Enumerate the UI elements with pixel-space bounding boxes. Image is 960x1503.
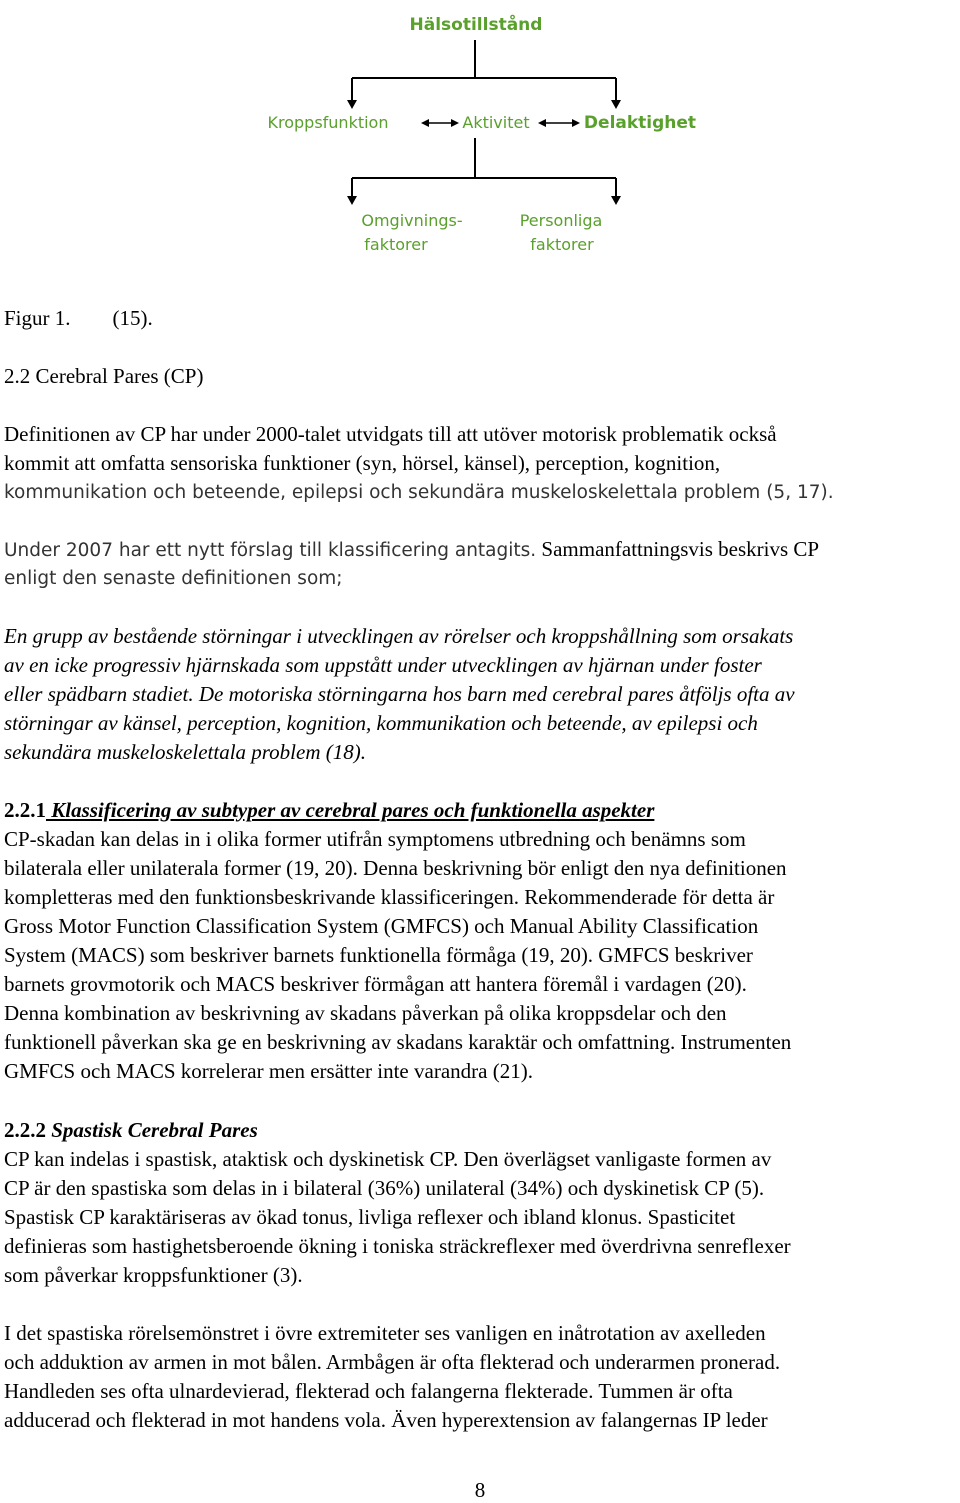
paragraph-line: CP kan indelas i spastisk, ataktisk och dyskinetisk CP. Den överlägset vanligaste formen av bbox=[4, 1147, 772, 1171]
paragraph-line: Gross Motor Function Classification System (GMFCS) och Manual Ability Classification bbox=[4, 914, 759, 938]
paragraph-segment: Sammanfattningsvis beskrivs CP bbox=[536, 537, 820, 561]
paragraph-line: bilaterala eller unilaterala former (19, 20). Denna beskrivning bör enligt den nya definitionen bbox=[4, 856, 787, 880]
paragraph-line: barnets grovmotorik och MACS beskriver förmågan att hantera föremål i vardagen (20). bbox=[4, 972, 747, 996]
paragraph-line: Spastisk CP karaktäriseras av ökad tonus, livliga reflexer och ibland klonus. Spasticitet bbox=[4, 1205, 736, 1229]
section-heading-2-2: 2.2 Cerebral Pares (CP) bbox=[4, 364, 204, 388]
arrow-right-icon bbox=[572, 119, 580, 127]
paragraph-line: I det spastiska rörelsemönstret i övre extremiteter ses vanligen en inåtrotation av axelleden bbox=[4, 1321, 766, 1345]
arrow-down-icon bbox=[611, 196, 621, 205]
diagram-environmental-factors-1: Omgivnings- bbox=[361, 211, 463, 230]
section-title: Spastisk Cerebral Pares bbox=[46, 1118, 258, 1142]
paragraph-line: som påverkar kroppsfunktioner (3). bbox=[4, 1263, 303, 1287]
paragraph-line: enligt den senaste definitionen som; bbox=[4, 568, 343, 589]
paragraph-line: kommit att omfatta sensoriska funktioner (syn, hörsel, känsel), perception, kognition, bbox=[4, 451, 721, 475]
section-number: 2.2.1 bbox=[4, 798, 46, 822]
definition-quote-line: En grupp av bestående störningar i utvecklingen av rörelser och kroppshållning som orsakats bbox=[4, 624, 794, 648]
section-heading-2-2-2 bbox=[4, 1116, 258, 1145]
definition-quote-segment: eller spädbarn stadiet. bbox=[4, 682, 194, 706]
section-title: Klassificering av subtyper av cerebral pares och funktionella aspekter bbox=[46, 798, 655, 822]
paragraph-line: kompletteras med den funktionsbeskrivande klassificeringen. Rekommenderade för detta är bbox=[4, 885, 775, 909]
arrow-right-icon bbox=[451, 119, 459, 127]
figure-reference: (15). bbox=[112, 306, 153, 330]
paragraph-line: System (MACS) som beskriver barnets funktionella förmåga (19, 20). GMFCS beskriver bbox=[4, 943, 753, 967]
arrow-down-icon bbox=[347, 100, 357, 109]
diagram-body-function: Kroppsfunktion bbox=[267, 113, 389, 132]
figure-caption bbox=[4, 304, 153, 333]
definition-quote-line bbox=[4, 680, 795, 709]
section-heading-2-2-1 bbox=[4, 796, 654, 825]
definition-quote-line: av en icke progressiv hjärnskada som uppstått under utvecklingen av hjärnan under foster bbox=[4, 653, 762, 677]
diagram-environmental-factors-2: faktorer bbox=[364, 235, 428, 254]
arrow-left-icon bbox=[421, 119, 429, 127]
definition-quote-line: sekundära muskeloskelettala problem (18). bbox=[4, 740, 366, 764]
paragraph-line: funktionell påverkan ska ge en beskrivning av skadans karaktär och omfattning. Instrumenten bbox=[4, 1030, 792, 1054]
arrow-down-icon bbox=[347, 196, 357, 205]
paragraph-line: GMFCS och MACS korrelerar men ersätter inte varandra (21). bbox=[4, 1059, 533, 1083]
arrow-down-icon bbox=[611, 100, 621, 109]
arrow-left-icon bbox=[538, 119, 546, 127]
paragraph-line: adducerad och flekterad in mot handens vola. Även hyperextension av falangernas IP leder bbox=[4, 1408, 768, 1432]
diagram-activity: Aktivitet bbox=[462, 113, 530, 132]
diagram-personal-factors-2: faktorer bbox=[530, 235, 594, 254]
page-number: 8 bbox=[474, 1478, 486, 1502]
diagram-health-condition: Hälsotillstånd bbox=[409, 15, 543, 35]
paragraph-line: kommunikation och beteende, epilepsi och sekundära muskeloskelettala problem (5, 17). bbox=[4, 482, 834, 503]
section-number: 2.2.2 bbox=[4, 1118, 46, 1142]
definition-quote-line: störningar av känsel, perception, kognition, kommunikation och beteende, av epilepsi och bbox=[4, 711, 758, 735]
paragraph-line: definieras som hastighetsberoende ökning i toniska sträckreflexer med överdrivna senreflexer bbox=[4, 1234, 791, 1258]
paragraph-segment: Under 2007 har ett nytt förslag till klassificering antagits. bbox=[4, 540, 537, 561]
paragraph-line: CP-skadan kan delas in i olika former utifrån symptomens utbredning och benämns som bbox=[4, 827, 746, 851]
diagram-personal-factors-1: Personliga bbox=[519, 211, 603, 230]
definition-quote-segment: De motoriska störningarna hos barn med cerebral pares åtföljs ofta av bbox=[193, 682, 795, 706]
paragraph-line: Handleden ses ofta ulnardevierad, flekterad och falangerna flekterade. Tummen är ofta bbox=[4, 1379, 733, 1403]
paragraph-line: och adduktion av armen in mot bålen. Armbågen är ofta flekterad och underarmen pronerad. bbox=[4, 1350, 781, 1374]
diagram-participation: Delaktighet bbox=[583, 113, 697, 133]
icf-diagram bbox=[240, 0, 720, 268]
paragraph-line: CP är den spastiska som delas in i bilateral (36%) unilateral (34%) och dyskinetisk CP (5). bbox=[4, 1176, 765, 1200]
paragraph-line: Denna kombination av beskrivning av skadans påverkan på olika kroppsdelar och den bbox=[4, 1001, 727, 1025]
paragraph-line: Definitionen av CP har under 2000-talet utvidgats till att utöver motorisk problematik också bbox=[4, 422, 777, 446]
figure-label: Figur 1. bbox=[4, 306, 71, 330]
paragraph-line bbox=[4, 535, 819, 565]
